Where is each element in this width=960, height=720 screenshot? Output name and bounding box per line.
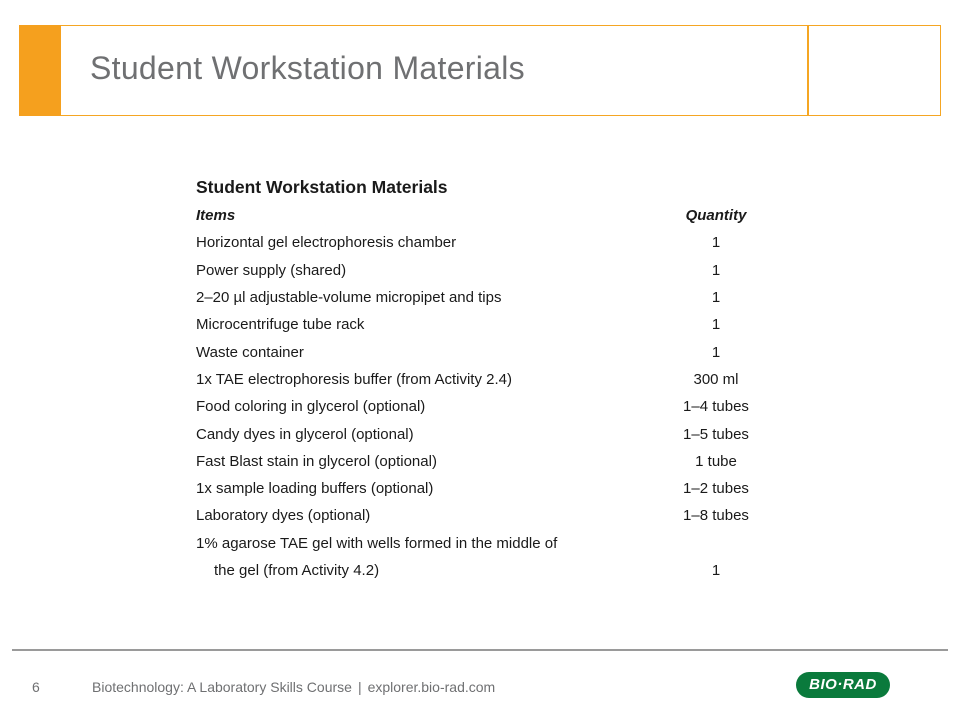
item-cell: Candy dyes in glycerol (optional) [196, 425, 414, 443]
slide-title: Student Workstation Materials [90, 50, 525, 86]
quantity-cell: 1 [711, 289, 721, 307]
quantity-cell: 1 [711, 261, 721, 279]
item-cell: Horizontal gel electrophoresis chamber [196, 234, 457, 252]
title-accent-bar [19, 25, 61, 116]
quantity-cell: 1 tube [695, 452, 737, 470]
column-header-items: Items [196, 207, 236, 225]
item-cell: the gel (from Activity 4.2) [214, 562, 380, 579]
table-row [196, 530, 756, 557]
quantity-cell: 1 [711, 343, 721, 361]
table-row [196, 338, 756, 365]
item-cell: Waste container [196, 343, 304, 361]
item-cell: Microcentrifuge tube rack [196, 316, 365, 334]
item-cell: 1x sample loading buffers (optional) [196, 480, 434, 498]
title-banner-divider [807, 25, 809, 116]
table-row [196, 284, 756, 311]
logo-text: BIO·RAD [809, 676, 877, 693]
quantity-cell: 1–2 tubes [683, 480, 749, 498]
quantity-cell: 1 [711, 562, 721, 579]
item-cell: 2–20 µl adjustable-volume micropipet and tips [196, 289, 502, 307]
quantity-cell: 300 ml [693, 370, 739, 388]
column-header-quantity: Quantity [685, 207, 747, 225]
table-row [196, 502, 756, 529]
table-row [196, 420, 756, 447]
table-row [196, 448, 756, 475]
table-heading: Student Workstation Materials [196, 177, 448, 197]
item-cell: Power supply (shared) [196, 261, 347, 279]
table-row [196, 311, 756, 338]
quantity-cell: 1 [711, 316, 721, 334]
materials-table [196, 175, 756, 584]
table-row [196, 475, 756, 502]
footer-separator: | [357, 679, 362, 695]
item-cell: Food coloring in glycerol (optional) [196, 398, 426, 416]
quantity-cell: 1–8 tubes [683, 507, 749, 525]
quantity-cell: 1–4 tubes [683, 398, 749, 416]
item-cell: Fast Blast stain in glycerol (optional) [196, 452, 437, 470]
table-row [196, 557, 756, 584]
table-row [196, 393, 756, 420]
course-name: Biotechnology: A Laboratory Skills Course [92, 679, 352, 695]
page-number: 6 [32, 679, 40, 695]
table-row [196, 257, 756, 284]
item-cell: 1% agarose TAE gel with wells formed in the middle of [196, 534, 558, 552]
footer-text [92, 679, 495, 695]
table-row [196, 366, 756, 393]
bio-rad-logo [796, 672, 890, 698]
table-header-row [196, 202, 756, 229]
website-link[interactable]: explorer.bio-rad.com [367, 679, 496, 695]
item-cell: 1x TAE electrophoresis buffer (from Activity 2.4) [196, 370, 512, 388]
quantity-cell: 1–5 tubes [683, 425, 749, 443]
item-cell: Laboratory dyes (optional) [196, 507, 371, 525]
table-row [196, 229, 756, 256]
footer-divider [12, 649, 948, 651]
quantity-cell: 1 [711, 234, 721, 252]
